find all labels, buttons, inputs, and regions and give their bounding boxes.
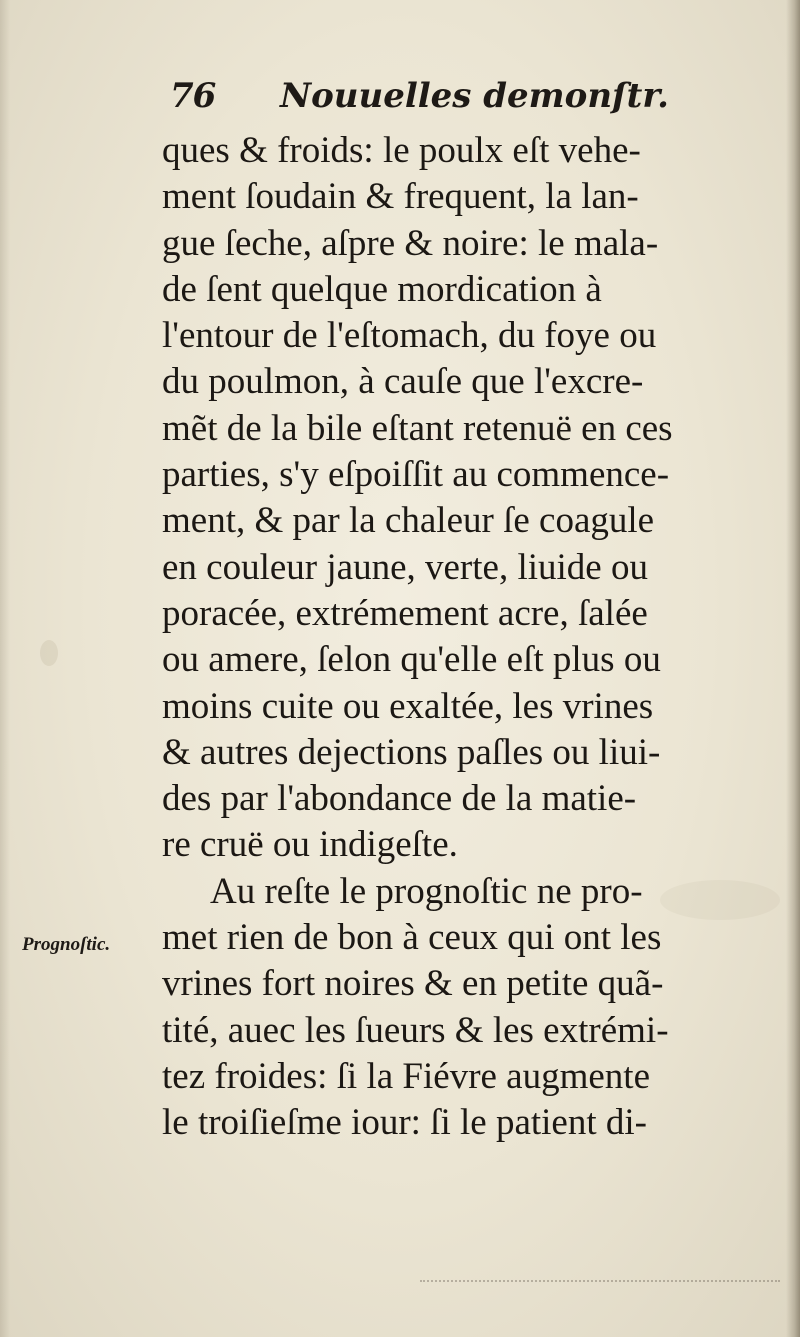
page-left-edge-shadow [0, 0, 10, 1337]
text-line: poracée, extrémement acre, ſalée [162, 592, 648, 634]
page-right-edge-shadow [786, 0, 800, 1337]
text-line: le troiſieſme iour: ſi le patient di- [162, 1102, 647, 1144]
text-line: de ſent quelque mordication à [162, 268, 602, 310]
page-number: 76 [170, 76, 216, 116]
text-line: ment, & par la chaleur ſe coagule [162, 500, 655, 542]
text-line: & autres dejections paſles ou liui- [162, 731, 661, 773]
text-line: re cruë ou indigeſte. [162, 824, 458, 866]
text-line: tité, auec les ſueurs & les extrémi- [162, 1009, 669, 1051]
text-line: vrines fort noires & en petite quã- [162, 963, 664, 1005]
running-head: Nouuelles demonſtr. [280, 76, 670, 116]
text-line: ment ſoudain & frequent, la lan- [162, 176, 639, 218]
paragraph-start-line: Au reſte le prognoſtic ne pro- [210, 870, 643, 912]
text-line: l'entour de l'eſtomach, du foye ou [162, 315, 657, 357]
page-header [170, 72, 690, 122]
text-line: mẽt de la bile eſtant retenuë en ces [162, 407, 673, 449]
text-line: moins cuite ou exaltée, les vrines [162, 685, 654, 727]
text-line: ou amere, ſelon qu'elle eſt plus ou [162, 639, 661, 681]
body-text [162, 128, 762, 1147]
text-line: met rien de bon à ceux qui ont les [162, 917, 662, 959]
ink-smudge [420, 1280, 780, 1312]
text-line: du poulmon, à cauſe que l'excre- [162, 361, 644, 403]
text-line: parties, s'y eſpoiſſit au commence- [162, 454, 670, 496]
text-line: en couleur jaune, verte, liuide ou [162, 546, 648, 588]
text-line: ques & froids: le poulx eſt vehe- [162, 130, 641, 171]
text-line: tez froides: ſi la Fiévre augmente [162, 1055, 651, 1097]
margin-note: Prognoſtic. [22, 934, 111, 955]
text-line: gue ſeche, aſpre & noire: le mala- [162, 222, 659, 264]
paper-stain [40, 640, 58, 666]
text-line: des par l'abondance de la matie- [162, 778, 637, 820]
